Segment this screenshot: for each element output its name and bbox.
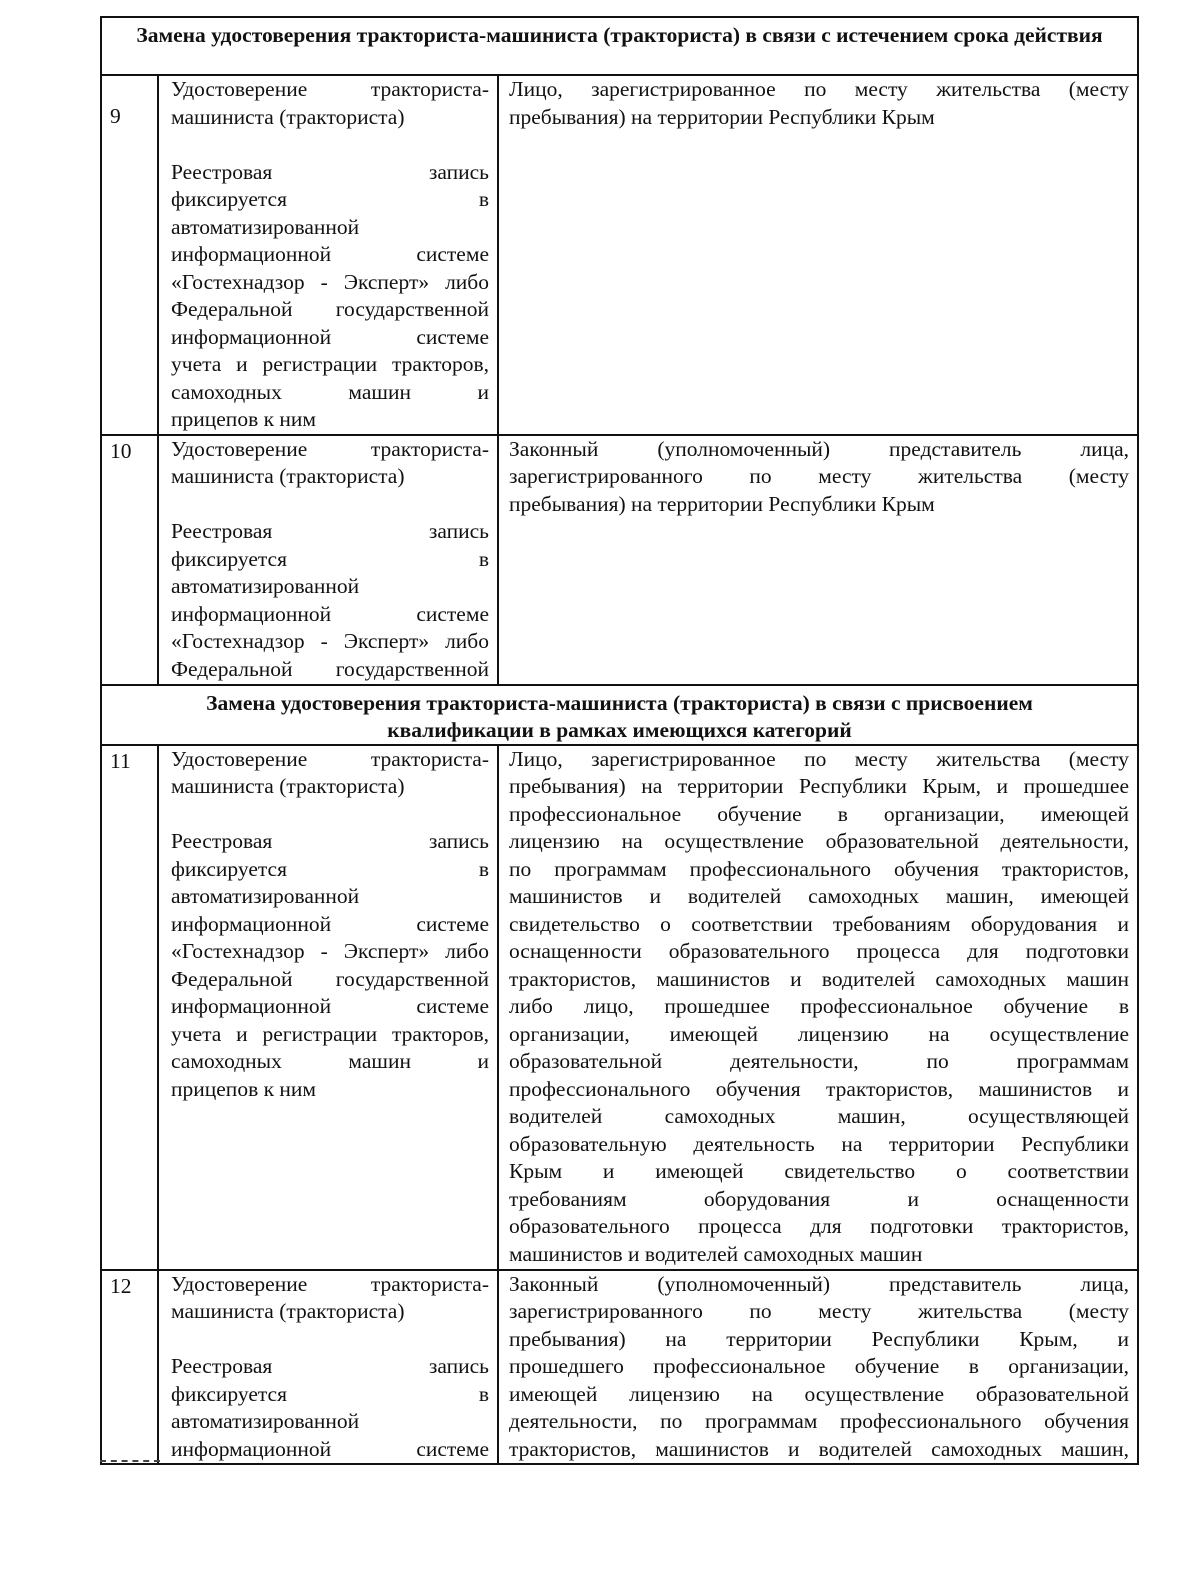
applicant-cell	[498, 1270, 1138, 1465]
table-row	[101, 75, 1138, 435]
applicant-line: Крым и имеющей свидетельство о соответствии	[509, 1159, 1130, 1183]
applicant-line: Законный (уполномоченный) представитель лица,	[509, 436, 1130, 461]
row-number	[101, 1270, 158, 1465]
applicant-line: машинистов и водителей самоходных машин	[509, 1241, 923, 1266]
applicant-line: зарегистрированного по месту жительства (месту	[509, 1299, 1130, 1323]
doc-line: машиниста (тракториста)	[171, 1299, 405, 1323]
document-cell	[158, 1270, 498, 1465]
applicant-line: профессиональное обучение в организации, имеющей	[509, 801, 1130, 826]
services-table	[100, 16, 1139, 1465]
applicant-line: лицензию на осуществление образовательной деятельности,	[509, 829, 1130, 853]
row-number-value: 11	[110, 748, 131, 773]
applicant-line: образовательной деятельности, по программам	[509, 1049, 1130, 1073]
applicant-line: свидетельство о соответствии требованиям оборудования и	[509, 911, 1130, 936]
doc-line: Удостоверение тракториста-	[171, 436, 489, 461]
record-line: Федеральной государственной	[171, 966, 489, 991]
record-line: информационной системе	[171, 601, 489, 626]
applicant-line: либо лицо, прошедшее профессиональное обучение в	[509, 994, 1130, 1018]
record-line: информационной системе	[171, 324, 489, 349]
section-title: Замена удостоверения тракториста-машиниста (тракториста) в связи с присвоением квалификации в рамках имеющихся категорий	[101, 685, 1138, 745]
doc-line: машиниста (тракториста)	[171, 104, 405, 129]
applicant-line: трактористов, машинистов и водителей самоходных машин,	[509, 1436, 1130, 1461]
row-number	[101, 745, 158, 1270]
applicant-line: оснащенности образовательного процесса для подготовки	[509, 939, 1130, 963]
record-line: информационной системе	[171, 911, 489, 936]
record-line: информационной системе	[171, 1436, 489, 1461]
applicant-line: организации, имеющей лицензию на осуществление	[509, 1021, 1130, 1046]
applicant-line: трактористов, машинистов и водителей самоходных машин	[509, 966, 1130, 991]
applicant-line: имеющей лицензию на осуществление образовательной	[509, 1381, 1130, 1406]
row-number-value: 12	[110, 1273, 132, 1298]
record-line: Федеральной государственной	[171, 297, 489, 321]
record-line: Реестровая запись	[171, 519, 489, 543]
record-line: учета и регистрации тракторов,	[171, 352, 489, 376]
record-line: автоматизированной	[171, 1409, 360, 1433]
record-line: Федеральной государственной	[171, 656, 489, 681]
document-cell	[158, 745, 498, 1270]
document-cell	[158, 435, 498, 685]
applicant-line: зарегистрированного по месту жительства (месту	[509, 464, 1130, 488]
applicant-line: пребывания) на территории Республики Крым	[509, 491, 935, 516]
doc-line: Удостоверение тракториста-	[171, 746, 489, 771]
record-line: «Гостехнадзор - Эксперт» либо	[171, 269, 489, 294]
record-line: самоходных машин и	[171, 1049, 489, 1073]
applicant-line: машинистов и водителей самоходных машин, имеющей	[509, 884, 1130, 908]
applicant-line: Лицо, зарегистрированное по месту жительства (месту	[509, 746, 1130, 771]
record-line: автоматизированной	[171, 574, 360, 598]
applicant-line: образовательную деятельность на территории Республики	[509, 1131, 1130, 1156]
section-header	[101, 685, 1138, 745]
section-title: Замена удостоверения тракториста-машиниста (тракториста) в связи с истечением срока действия	[101, 17, 1138, 75]
row-number	[101, 435, 158, 685]
record-line: Реестровая запись	[171, 1354, 489, 1378]
applicant-line: требованиям оборудования и оснащенности	[509, 1186, 1130, 1211]
applicant-line: пребывания) на территории Республики Крым	[509, 104, 935, 129]
document-cell	[158, 75, 498, 435]
record-line: «Гостехнадзор - Эксперт» либо	[171, 939, 489, 963]
applicant-line: Лицо, зарегистрированное по месту жительства (месту	[509, 77, 1130, 101]
doc-line: машиниста (тракториста)	[171, 464, 405, 488]
record-line: Реестровая запись	[171, 159, 489, 184]
record-line: Реестровая запись	[171, 829, 489, 853]
record-line: фиксируется в	[171, 187, 489, 211]
record-line: автоматизированной	[171, 884, 360, 908]
applicant-line: профессионального обучения трактористов, машинистов и	[509, 1076, 1130, 1101]
applicant-line: по программам профессионального обучения трактористов,	[509, 856, 1130, 881]
record-line: автоматизированной	[171, 214, 360, 239]
record-line: самоходных машин и	[171, 379, 489, 404]
record-line: информационной системе	[171, 994, 489, 1018]
applicant-line: пребывания) на территории Республики Крым, и прошедшее	[509, 774, 1130, 798]
doc-line: Удостоверение тракториста-	[171, 77, 489, 101]
row-number-value: 10	[110, 438, 132, 463]
page-edge-mark	[100, 1460, 160, 1464]
record-line: фиксируется в	[171, 1381, 489, 1406]
row-number-value: 9	[110, 104, 121, 128]
applicant-cell	[498, 745, 1138, 1270]
applicant-line: Законный (уполномоченный) представитель лица,	[509, 1271, 1130, 1296]
row-number	[101, 75, 158, 435]
record-line: «Гостехнадзор - Эксперт» либо	[171, 629, 489, 653]
record-line: прицепов к ним	[171, 407, 317, 431]
applicant-line: образовательного процесса для подготовки трактористов,	[509, 1214, 1130, 1238]
section-header	[101, 17, 1138, 75]
record-line: информационной системе	[171, 242, 489, 266]
table-row	[101, 435, 1138, 685]
applicant-line: деятельности, по программам профессионального обучения	[509, 1409, 1130, 1433]
doc-line: Удостоверение тракториста-	[171, 1271, 489, 1296]
record-line: фиксируется в	[171, 546, 489, 571]
applicant-cell	[498, 435, 1138, 685]
record-line: фиксируется в	[171, 856, 489, 881]
applicant-line: пребывания) на территории Республики Крым, и	[509, 1326, 1130, 1351]
record-line: учета и регистрации тракторов,	[171, 1021, 489, 1046]
table-row	[101, 1270, 1138, 1465]
applicant-line: водителей самоходных машин, осуществляющей	[509, 1104, 1130, 1128]
doc-line: машиниста (тракториста)	[171, 774, 405, 798]
record-line: прицепов к ним	[171, 1076, 317, 1101]
table-row	[101, 745, 1138, 1270]
applicant-line: прошедшего профессиональное обучение в организации,	[509, 1354, 1130, 1378]
applicant-cell	[498, 75, 1138, 435]
